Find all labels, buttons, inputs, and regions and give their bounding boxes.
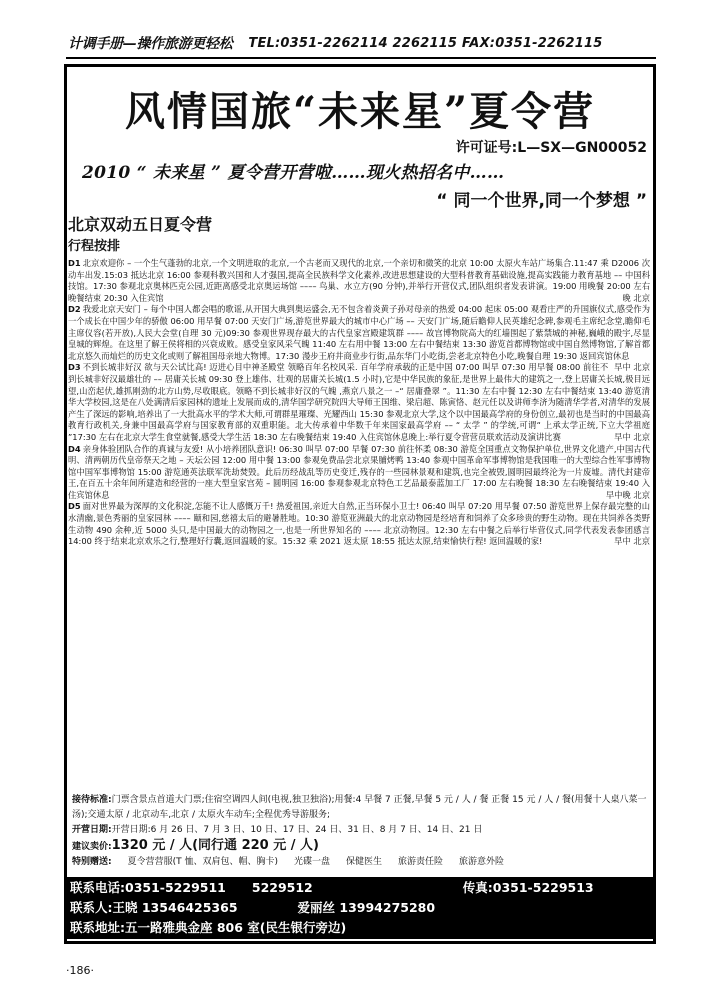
standards-label: 接待标准: <box>72 795 112 805</box>
itinerary-day <box>68 258 650 304</box>
dates-text: 开营日期:6 月 26 日、7 月 3 日、10 日、17 日、24 日、31 日、8 月 7 日、14 日、21 日 <box>111 825 483 835</box>
license-number: 许可证号:L—SX—GN00052 <box>455 140 647 156</box>
person-label: 联系人: <box>70 900 113 915</box>
fax-label: 传真: <box>462 880 493 895</box>
extra-item: 保健医生 <box>346 857 383 867</box>
slogan: “ 同一个世界,同一个梦想 ” <box>436 191 647 211</box>
page-header <box>68 32 654 54</box>
phone-number-2: 5229512 <box>251 879 313 895</box>
day-label: D2 <box>68 304 81 315</box>
itinerary-day <box>68 362 650 443</box>
tour-subtitle: 北京双动五日夏令营 <box>68 215 213 234</box>
promo-banner: 2010 “ 未来星 ” 夏令营开营啦……现火热招名中…… <box>82 163 505 183</box>
phone-number: 0351-5229511 <box>125 879 226 895</box>
header-tagline: 计调手册—操作旅游更轻松 <box>68 36 233 52</box>
day-text: 面对世界最为深厚的文化积淀,怎能不让人感慨万千! 热爱祖国,亲近大自然,正当环保小卫士! 06:40 叫早 07:20 用早餐 07:50 游览世界上保存最完整的山水清幽,景色秀丽的皇家园林 –––– 颐和园,慈禧太后的避暑胜地。10:30 游览亚洲最大的北京动物园是经培育和饲养了众多珍贵的野生动物。现在共饲养各类野生动物 490 余种,近 5000 头只,是中国最大的动物园之一,也是一所世界知名的 –––– 北京动物园。12:30 左右中餐之后举行毕营仪式,同学代表发表参团感言 14:00 终于结束北京欢乐之行,整理好行囊,返回温暖的家。15:32 乘 2021 返太原 18:55 抵达太原,结束愉快行程! 返回温暖的家! <box>68 501 650 547</box>
dates-row <box>72 823 652 838</box>
price-label: 建议卖价: <box>72 842 112 852</box>
contact-person-2: 爱丽丝 13994275280 <box>297 900 436 915</box>
extra-item: 夏令营营服(T 恤、双肩包、帽、胸卡) <box>127 857 278 867</box>
extra-item: 光碟一盘 <box>294 857 331 867</box>
fax-number: 0351-5229513 <box>492 879 594 895</box>
day-meals: 晚 北京 <box>622 292 650 303</box>
dates-label: 开营日期: <box>72 825 112 835</box>
extra-item: 旅游责任险 <box>398 857 444 867</box>
day-meals: 早中晚 北京 <box>605 489 650 500</box>
price-row <box>72 838 652 855</box>
contact-block <box>66 877 654 939</box>
schedule-heading: 行程按排 <box>68 239 121 254</box>
day-label: D5 <box>68 501 81 512</box>
day-label: D1 <box>68 258 81 268</box>
address-text: 五一路雅典金座 806 室(民生银行旁边) <box>125 920 347 935</box>
itinerary-day <box>68 501 650 547</box>
extras-row <box>72 855 652 870</box>
day-meals: 早中 北京 <box>614 536 650 547</box>
extras-label: 特别赠送: <box>72 857 112 867</box>
itinerary-day <box>68 444 650 502</box>
page-number: ·186· <box>66 964 94 977</box>
contact-person-row <box>66 897 654 917</box>
phone-label: 联系电话: <box>70 880 125 895</box>
standards-row <box>72 793 652 823</box>
day-label: D3 <box>68 362 81 373</box>
price-value: 1320 元 / 人(同行通 220 元 / 人) <box>111 838 319 853</box>
standards-text: 门票含景点首道大门票;住宿空调四人间(电视,独卫独浴);用餐:4 早餐 7 正餐,早餐 5 元 / 人 / 餐 正餐 15 元 / 人 / 餐(用餐十人桌八菜一汤);交通太原 / 北京动车,北京 / 太原火车动车;全程优秀导游服务; <box>72 795 647 820</box>
day-text: 亲身体验团队合作的真诚与友爱! 从小培养团队意识! 06:30 叫早 07:00 早餐 07:30 前往怀柔 08:30 游览全国重点文物保护单位,世界文化遗产,中国古代明、清两朝历代皇帝祭天之地 – 天坛公园 12:00 用中餐 13:00 参观免费品尝北京果脯烤鸭 13:40 参观中国革命军事博物馆是我国唯一的大型综合性军事博物馆中国军事博物馆 15:00 游览通英法联军洗劫焚毁。此后历经战乱等历史变迁,残存的一些园林景观和建筑,也完全被毁,圆明园最终沦为一片废墟。清代封建帝王,在百五十余年间所建造和经营的一座大型皇家宫苑 – 圆明园 16:00 参观参观北京特色工艺品最泰蓝加工厂 17:00 左右晚餐 18:30 左右晚餐结束 19:40 入住宾馆休息 <box>68 443 650 500</box>
day-text: 我爱北京天安门 – 每个中国人都会唱的歌谣,从开国大典到奥运盛会,无不包含着炎黄子孙对母亲的热爱 04:00 起床 05:00 观看庄严的升国旗仪式,感受作为一个成长在中国少年的骄傲 06:00 用早餐 07:00 天安门广场,游览世界最大的城市中心广场 –– 天安门广场,随后瞻仰人民英雄纪念碑,参观毛主席纪念堂,瞻仰毛主席仪容(若开放),人民大会堂(自理 30 元)09:30 参观世界现存最大的古代皇家宫殿建筑群 –––– 故宫博物院高大的红墙围起了紫禁城的神秘,巍峨的殿宇,尽显皇城的辉煌。在这里了解王侯将相的兴衰成败。感受皇家风采气魄 11:40 左右用中餐 13:00 左右中餐结束 13:30 游览首都博物馆或中国自然博物馆,了解首都北京悠久而灿烂的历史文化或则了解祖国母亲地大物博。17:30 漫步王府井商业步行街,品东华门小吃街,尝老北京特色小吃,晚餐自理 19:30 返回宾馆休息 <box>68 304 650 361</box>
day-meals: 早中 北京 <box>614 362 650 373</box>
address-label: 联系地址: <box>70 920 125 935</box>
extra-item: 旅游意外险 <box>459 857 505 867</box>
day-label: D4 <box>68 443 81 454</box>
header-phones: TEL:0351-2262114 2262115 FAX:0351-2262115 <box>248 35 603 51</box>
header-rule <box>66 57 656 59</box>
contact-person-1: 王晓 13546425365 <box>112 900 238 915</box>
tour-info <box>72 793 652 870</box>
day-meals: 早中 北京 <box>614 431 650 442</box>
day-text: 北京欢迎你 – 一个生气蓬勃的北京,一个文明进取的北京,一个古老而又现代的北京,一个亲切和微笑的北京 10:00 太原火车站广场集合.11:47 乘 D2006 次动车出发.15:03 抵达北京 16:00 参观科教兴国和人才强国,提高全民族科学文化素养,改进思想建设的大型科普教育基础设施,提高实践能力教育基地 –– 中国科技馆。17:30 参观北京奥林匹克公园,近距离感受北京奥运场馆 –––– 鸟巢、水立方(90 分钟),并举行开营仪式,团队组织者发表讲演。19:00 用晚餐 20:00 左右晚餐结束 20:30 入住宾馆 <box>68 258 650 303</box>
day-text: 不到长城非好汉 欲与天公试比高! 迈进心目中神圣殿堂 领略百年名校风采. 百年学府承载的正是中国 07:00 叫早 07:30 用早餐 08:00 前往不到长城非好汉最雄壮的 –– 居庸关长城 09:30 登上雄伟、壮观的居庸关长城(1.5 小时),它是中华民族的象征,是世界上最伟大的建筑之一,登上居庸关长城,极目远望,山峦起伏,雄抓刚劲的北方山势,尽收眼底。领略不到长城非好汉的气魄 ,燕京八景之一 –“ 居庸叠翠 ”。11:30 左右中餐 12:30 左右中餐结束 13:40 游览清华大学校园,这是在八处满清后家园林的遗址上发展而成的,清华国学研究院四大导师王国维、梁启超、陈寅恪、赵元任以及讲师李济为随清华学者,对清华的发展产生了深远的影响,培养出了一大批高水平的学术大师,可谓群星璀璨、光耀西山 15:30 参观北京大学,这个以中国最高学府的身份创立,最初也是当时的中国最高教育行政机关,身兼中国最高学府与国家教育部的双重职能。北大传承着中华数千年来国家最高学府 –– “ 太学 ” 的学统,可谓“ 上承太学正统,下立大学祖庭 ”17:30 左右在北京大学生食堂就餐,感受大学生活 18:30 左右晚餐结束 19:40 入住宾馆休息晚上:举行夏令营营员联欢活动及演讲比赛 <box>68 362 650 442</box>
contact-address-row <box>66 917 654 937</box>
itinerary <box>68 258 650 548</box>
page-title: 风情国旅“未来星”夏令营 <box>124 88 595 135</box>
contact-phone-row <box>66 877 654 897</box>
